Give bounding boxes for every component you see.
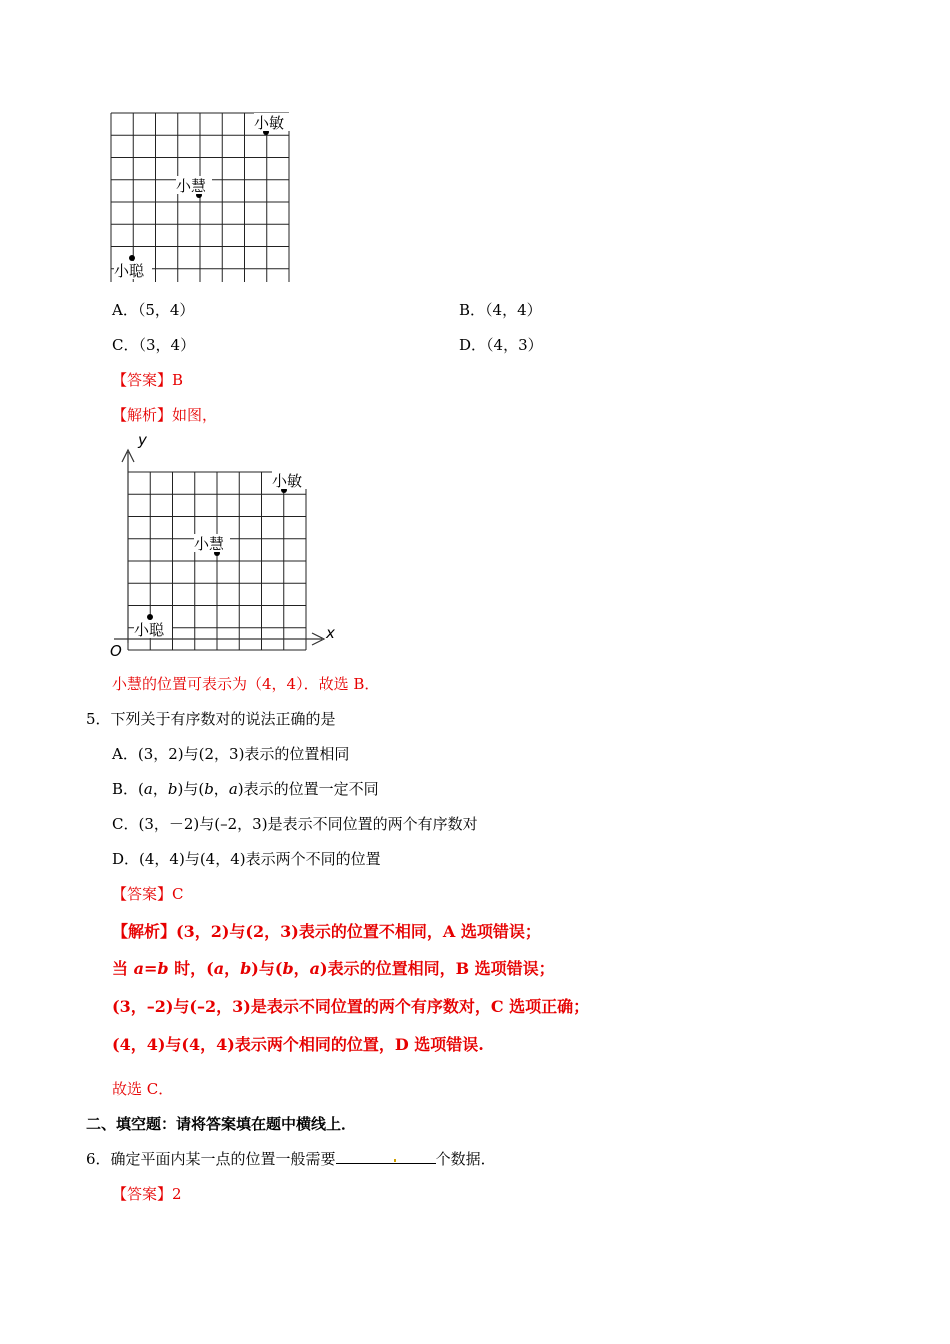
q6-stem: 6．确定平面内某一点的位置一般需要 个数据． [86, 1150, 496, 1168]
label-xiaomin: 小敏 [272, 472, 303, 490]
q4-conclusion: 小慧的位置可表示为（4，4）．故选 B． [112, 675, 380, 693]
q5-option-b: B．(a，b)与(b，a)表示的位置一定不同 [112, 780, 379, 798]
answer-blank[interactable] [336, 1149, 436, 1164]
label-xiaocong: 小聪 [114, 262, 145, 280]
option-c: C．（3，4） [112, 336, 196, 354]
label-xiaohui: 小慧 [176, 177, 207, 195]
grid-figure-2 [104, 428, 344, 664]
option-a: A．（5，4） [112, 301, 195, 319]
q5-answer: 【答案】C [112, 885, 184, 903]
q5-analysis-line4: (4，4)与(4，4)表示两个相同的位置，D 选项错误. [112, 1035, 484, 1054]
point-xiaocong [129, 255, 135, 261]
q4-analysis: 【解析】如图， [112, 406, 218, 424]
section-heading: 二、填空题：请将答案填在题中横线上． [86, 1115, 357, 1133]
grid-figure-1 [108, 110, 300, 282]
q5-option-a: A．(3，2)与(2，3)表示的位置相同 [112, 745, 350, 763]
q5-analysis-line2: 当 a=b 时，(a，b)与(b，a)表示的位置相同，B 选项错误； [112, 959, 555, 978]
point-xiaocong [147, 614, 153, 620]
option-b: B．（4，4） [459, 301, 542, 319]
axis-y-label: y [138, 431, 147, 449]
q6-answer: 【答案】2 [112, 1185, 182, 1203]
origin-label: O [110, 642, 122, 660]
q5-option-c: C．(3，－2)与(–2，3)是表示不同位置的两个有序数对 [112, 815, 478, 833]
option-d: D．（4，3） [459, 336, 543, 354]
q5-analysis-line1: 【解析】(3，2)与(2，3)表示的位置不相同，A 选项错误； [112, 922, 541, 941]
label-xiaohui: 小慧 [194, 535, 225, 553]
q4-answer: 【答案】B [112, 371, 184, 389]
q5-analysis-line3: (3，–2)与(–2，3)是表示不同位置的两个有序数对，C 选项正确； [112, 997, 590, 1016]
label-xiaomin: 小敏 [254, 114, 285, 132]
q5-stem: 5．下列关于有序数对的说法正确的是 [86, 710, 336, 728]
q5-option-d: D．(4，4)与(4，4)表示两个不同的位置 [112, 850, 381, 868]
q5-conclusion: 故选 C． [112, 1080, 174, 1098]
label-xiaocong: 小聪 [134, 621, 165, 639]
axis-x-label: x [326, 624, 335, 642]
